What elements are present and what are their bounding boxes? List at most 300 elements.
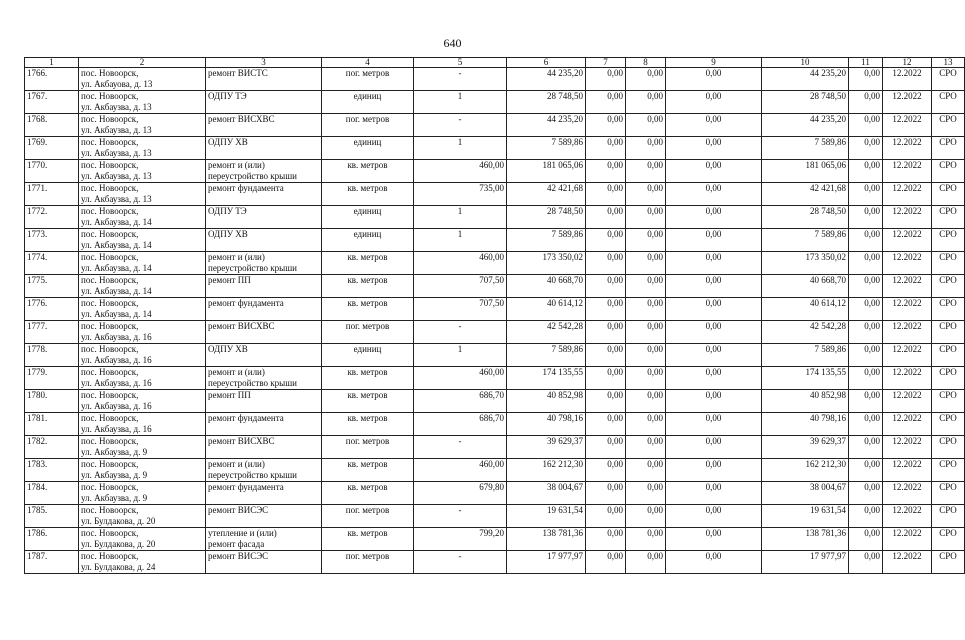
row-number: 1767. [25,91,79,114]
address-line: ул. Акбаузва, д. 16 [81,378,152,388]
funding-type-cell: СРО [932,252,965,275]
cost-cell: 173 350,02 [507,252,586,275]
unit-cell: кв. метров [322,183,414,206]
amount-col8-cell: 0,00 [626,252,666,275]
row-number: 1771. [25,183,79,206]
address-line: пос. Новоорск, [81,275,139,285]
address-line: пос. Новоорск, [81,252,139,262]
total-cell: 7 589,86 [762,229,849,252]
total-cell: 138 781,36 [762,528,849,551]
address-cell [79,390,206,413]
amount-col7-cell: 0,00 [586,436,626,459]
column-header-9: 9 [666,58,762,68]
cost-cell: 40 668,70 [507,275,586,298]
amount-col7-cell: 0,00 [586,137,626,160]
volume-cell: - [414,114,507,137]
address-cell [79,505,206,528]
completion-date-cell: 12.2022 [883,298,932,321]
address-line: пос. Новоорск, [81,505,139,515]
row-number: 1786. [25,528,79,551]
row-number: 1773. [25,229,79,252]
address-line: пос. Новоорск, [81,528,139,538]
volume-cell: 1 [414,229,507,252]
table-row [25,229,965,252]
completion-date-cell: 12.2022 [883,229,932,252]
address-line: ул. Акбаузва, д. 16 [81,355,152,365]
completion-date-cell: 12.2022 [883,459,932,482]
amount-col9-cell: 0,00 [666,91,762,114]
amount-col8-cell: 0,00 [626,505,666,528]
work-type-line: ремонт фундамента [208,183,284,193]
row-number: 1778. [25,344,79,367]
cost-cell: 17 977,97 [507,551,586,574]
work-type-line: ремонт ВИСХВС [208,321,275,331]
amount-col8-cell: 0,00 [626,206,666,229]
amount-col7-cell: 0,00 [586,528,626,551]
address-line: ул. Акбаузва, д. 14 [81,263,152,273]
funding-type-cell: СРО [932,68,965,91]
address-line: ул. Акбауова, д. 13 [81,79,153,89]
row-number: 1779. [25,367,79,390]
column-header-12: 12 [883,58,932,68]
amount-col11-cell: 0,00 [849,114,883,137]
unit-cell: пог. метров [322,551,414,574]
amount-col7-cell: 0,00 [586,160,626,183]
row-number: 1781. [25,413,79,436]
unit-cell: кв. метров [322,459,414,482]
column-header-11: 11 [849,58,883,68]
amount-col8-cell: 0,00 [626,321,666,344]
amount-col11-cell: 0,00 [849,91,883,114]
funding-type-cell: СРО [932,183,965,206]
address-line: ул. Акбаузва, д. 16 [81,401,152,411]
table-row [25,183,965,206]
row-number: 1776. [25,298,79,321]
funding-type-cell: СРО [932,229,965,252]
work-type-cell [206,137,322,160]
address-cell [79,551,206,574]
volume-cell: 707,50 [414,275,507,298]
completion-date-cell: 12.2022 [883,252,932,275]
volume-cell: - [414,436,507,459]
amount-col7-cell: 0,00 [586,413,626,436]
table-row [25,505,965,528]
work-type-cell [206,91,322,114]
total-cell: 40 852,98 [762,390,849,413]
work-type-cell [206,183,322,206]
address-cell [79,459,206,482]
funding-type-cell: СРО [932,321,965,344]
address-line: ул. Акбаузва, д. 13 [81,102,152,112]
amount-col9-cell: 0,00 [666,298,762,321]
amount-col7-cell: 0,00 [586,68,626,91]
amount-col11-cell: 0,00 [849,367,883,390]
row-number: 1782. [25,436,79,459]
row-number: 1784. [25,482,79,505]
unit-cell: кв. метров [322,160,414,183]
address-line: ул. Акбаузва, д. 9 [81,493,148,503]
work-type-cell [206,321,322,344]
table-row [25,91,965,114]
table-row [25,436,965,459]
total-cell: 28 748,50 [762,91,849,114]
table-row [25,298,965,321]
amount-col7-cell: 0,00 [586,344,626,367]
completion-date-cell: 12.2022 [883,367,932,390]
table-row [25,367,965,390]
work-type-cell [206,528,322,551]
amount-col9-cell: 0,00 [666,528,762,551]
unit-cell: кв. метров [322,298,414,321]
row-number: 1787. [25,551,79,574]
work-type-line: переустройство крыши [208,378,297,388]
amount-col8-cell: 0,00 [626,367,666,390]
address-line: пос. Новоорск, [81,183,139,193]
address-cell [79,206,206,229]
column-header-7: 7 [586,58,626,68]
volume-cell: 735,00 [414,183,507,206]
amount-col11-cell: 0,00 [849,160,883,183]
work-type-line: ремонт и (или) [208,459,265,469]
work-type-cell [206,344,322,367]
cost-cell: 7 589,86 [507,344,586,367]
amount-col11-cell: 0,00 [849,321,883,344]
funding-type-cell: СРО [932,505,965,528]
cost-cell: 42 421,68 [507,183,586,206]
address-cell [79,183,206,206]
amount-col9-cell: 0,00 [666,321,762,344]
column-header-2: 2 [79,58,206,68]
amount-col8-cell: 0,00 [626,482,666,505]
column-header-5: 5 [414,58,507,68]
total-cell: 42 542,28 [762,321,849,344]
address-line: пос. Новоорск, [81,367,139,377]
work-type-line: переустройство крыши [208,171,297,181]
completion-date-cell: 12.2022 [883,114,932,137]
address-cell [79,528,206,551]
work-type-cell [206,551,322,574]
cost-cell: 28 748,50 [507,91,586,114]
amount-col11-cell: 0,00 [849,344,883,367]
completion-date-cell: 12.2022 [883,275,932,298]
address-line: пос. Новоорск, [81,344,139,354]
address-line: ул. Акбаузва, д. 13 [81,171,152,181]
work-type-line: ОДПУ ХВ [208,344,248,354]
unit-cell: кв. метров [322,413,414,436]
work-type-line: ремонт ВИСЭС [208,551,269,561]
amount-col8-cell: 0,00 [626,160,666,183]
unit-cell: кв. метров [322,252,414,275]
total-cell: 7 589,86 [762,137,849,160]
cost-cell: 44 235,20 [507,68,586,91]
page-number: 640 [443,36,462,50]
row-number: 1780. [25,390,79,413]
work-type-line: переустройство крыши [208,263,297,273]
cost-cell: 138 781,36 [507,528,586,551]
total-cell: 39 629,37 [762,436,849,459]
amount-col7-cell: 0,00 [586,459,626,482]
row-number: 1775. [25,275,79,298]
unit-cell: единиц [322,206,414,229]
amount-col8-cell: 0,00 [626,459,666,482]
address-line: ул. Акбаузва, д. 14 [81,286,152,296]
cost-cell: 39 629,37 [507,436,586,459]
funding-type-cell: СРО [932,482,965,505]
amount-col7-cell: 0,00 [586,183,626,206]
address-line: пос. Новоорск, [81,206,139,216]
work-type-cell [206,482,322,505]
cost-cell: 44 235,20 [507,114,586,137]
cost-cell: 162 212,30 [507,459,586,482]
address-cell [79,413,206,436]
amount-col7-cell: 0,00 [586,367,626,390]
address-cell [79,252,206,275]
cost-cell: 7 589,86 [507,137,586,160]
cost-cell: 40 852,98 [507,390,586,413]
work-type-line: ремонт и (или) [208,160,265,170]
amount-col9-cell: 0,00 [666,551,762,574]
work-type-line: переустройство крыши [208,470,297,480]
total-cell: 173 350,02 [762,252,849,275]
amount-col7-cell: 0,00 [586,229,626,252]
table-row [25,114,965,137]
funding-type-cell: СРО [932,275,965,298]
completion-date-cell: 12.2022 [883,482,932,505]
address-cell [79,114,206,137]
table-row [25,413,965,436]
funding-type-cell: СРО [932,206,965,229]
volume-cell: - [414,68,507,91]
completion-date-cell: 12.2022 [883,413,932,436]
work-type-cell [206,298,322,321]
work-type-cell [206,229,322,252]
address-cell [79,229,206,252]
completion-date-cell: 12.2022 [883,183,932,206]
amount-col9-cell: 0,00 [666,505,762,528]
amount-col9-cell: 0,00 [666,183,762,206]
address-line: ул. Акбаузва, д. 16 [81,332,152,342]
volume-cell: 460,00 [414,459,507,482]
volume-cell: 799,20 [414,528,507,551]
column-header-13: 13 [932,58,965,68]
volume-cell: 707,50 [414,298,507,321]
work-type-cell [206,68,322,91]
table-row [25,344,965,367]
amount-col8-cell: 0,00 [626,344,666,367]
address-line: пос. Новоорск, [81,390,139,400]
address-cell [79,321,206,344]
total-cell: 42 421,68 [762,183,849,206]
cost-cell: 28 748,50 [507,206,586,229]
completion-date-cell: 12.2022 [883,160,932,183]
address-line: пос. Новоорск, [81,482,139,492]
completion-date-cell: 12.2022 [883,551,932,574]
amount-col11-cell: 0,00 [849,390,883,413]
completion-date-cell: 12.2022 [883,528,932,551]
total-cell: 44 235,20 [762,114,849,137]
amount-col7-cell: 0,00 [586,252,626,275]
row-number: 1766. [25,68,79,91]
volume-cell: 460,00 [414,160,507,183]
amount-col8-cell: 0,00 [626,413,666,436]
column-header-4: 4 [322,58,414,68]
amount-col11-cell: 0,00 [849,505,883,528]
address-line: ул. Акбаузва, д. 13 [81,194,152,204]
work-type-line: ремонт ВИСЭС [208,505,269,515]
total-cell: 181 065,06 [762,160,849,183]
address-line: ул. Акбаузва, д. 13 [81,125,152,135]
column-header-8: 8 [626,58,666,68]
row-number: 1774. [25,252,79,275]
amount-col11-cell: 0,00 [849,252,883,275]
amount-col8-cell: 0,00 [626,298,666,321]
amount-col11-cell: 0,00 [849,68,883,91]
volume-cell: - [414,321,507,344]
address-line: пос. Новоорск, [81,413,139,423]
amount-col9-cell: 0,00 [666,275,762,298]
work-type-cell [206,206,322,229]
registry-table [24,57,965,574]
amount-col9-cell: 0,00 [666,344,762,367]
address-cell [79,275,206,298]
total-cell: 174 135,55 [762,367,849,390]
amount-col8-cell: 0,00 [626,68,666,91]
work-type-line: утепление и (или) [208,528,277,538]
address-line: ул. Булдакова, д. 24 [81,562,156,572]
funding-type-cell: СРО [932,114,965,137]
funding-type-cell: СРО [932,91,965,114]
amount-col7-cell: 0,00 [586,91,626,114]
row-number: 1777. [25,321,79,344]
amount-col9-cell: 0,00 [666,459,762,482]
volume-cell: 1 [414,91,507,114]
work-type-cell [206,160,322,183]
address-cell [79,436,206,459]
table-row [25,390,965,413]
address-line: ул. Акбаузва, д. 16 [81,424,152,434]
amount-col11-cell: 0,00 [849,436,883,459]
work-type-cell [206,505,322,528]
address-line: пос. Новоорск, [81,459,139,469]
amount-col7-cell: 0,00 [586,482,626,505]
cost-cell: 181 065,06 [507,160,586,183]
work-type-line: ремонт и (или) [208,252,265,262]
cost-cell: 174 135,55 [507,367,586,390]
work-type-line: ОДПУ ХВ [208,137,248,147]
address-line: пос. Новоорск, [81,91,139,101]
total-cell: 28 748,50 [762,206,849,229]
amount-col11-cell: 0,00 [849,528,883,551]
amount-col7-cell: 0,00 [586,206,626,229]
address-cell [79,137,206,160]
work-type-line: ОДПУ ТЭ [208,206,247,216]
amount-col9-cell: 0,00 [666,206,762,229]
unit-cell: единиц [322,91,414,114]
table-row [25,482,965,505]
table-body [25,68,965,574]
column-header-1: 1 [25,58,79,68]
address-line: ул. Акбаузва, д. 14 [81,309,152,319]
address-line: пос. Новоорск, [81,551,139,561]
cost-cell: 19 631,54 [507,505,586,528]
table-row [25,68,965,91]
volume-cell: 1 [414,206,507,229]
work-type-line: ремонт ВИСХВС [208,114,275,124]
address-line: ул. Акбаузва, д. 9 [81,447,148,457]
column-header-3: 3 [206,58,322,68]
completion-date-cell: 12.2022 [883,436,932,459]
work-type-line: ремонт ВИСХВС [208,436,275,446]
completion-date-cell: 12.2022 [883,68,932,91]
unit-cell: пог. метров [322,68,414,91]
total-cell: 7 589,86 [762,344,849,367]
unit-cell: кв. метров [322,482,414,505]
amount-col11-cell: 0,00 [849,137,883,160]
unit-cell: кв. метров [322,275,414,298]
total-cell: 40 668,70 [762,275,849,298]
volume-cell: 1 [414,137,507,160]
amount-col7-cell: 0,00 [586,114,626,137]
amount-col7-cell: 0,00 [586,321,626,344]
completion-date-cell: 12.2022 [883,321,932,344]
volume-cell: 460,00 [414,367,507,390]
unit-cell: пог. метров [322,505,414,528]
table-row [25,551,965,574]
address-line: ул. Акбаузва, д. 13 [81,148,152,158]
amount-col9-cell: 0,00 [666,137,762,160]
amount-col9-cell: 0,00 [666,160,762,183]
row-number: 1769. [25,137,79,160]
work-type-cell [206,436,322,459]
amount-col8-cell: 0,00 [626,229,666,252]
address-line: ул. Булдакова, д. 20 [81,516,156,526]
funding-type-cell: СРО [932,367,965,390]
address-line: пос. Новоорск, [81,114,139,124]
amount-col7-cell: 0,00 [586,275,626,298]
address-cell [79,160,206,183]
volume-cell: - [414,505,507,528]
completion-date-cell: 12.2022 [883,344,932,367]
volume-cell: 460,00 [414,252,507,275]
table-row [25,321,965,344]
row-number: 1772. [25,206,79,229]
work-type-line: ремонт фундамента [208,298,284,308]
amount-col11-cell: 0,00 [849,482,883,505]
work-type-line: ОДПУ ХВ [208,229,248,239]
total-cell: 17 977,97 [762,551,849,574]
work-type-line: ОДПУ ТЭ [208,91,247,101]
address-cell [79,367,206,390]
row-number: 1768. [25,114,79,137]
unit-cell: пог. метров [322,321,414,344]
amount-col9-cell: 0,00 [666,252,762,275]
cost-cell: 38 004,67 [507,482,586,505]
total-cell: 162 212,30 [762,459,849,482]
volume-cell: 686,70 [414,413,507,436]
table-row [25,160,965,183]
address-cell [79,482,206,505]
amount-col9-cell: 0,00 [666,436,762,459]
amount-col8-cell: 0,00 [626,91,666,114]
completion-date-cell: 12.2022 [883,505,932,528]
amount-col9-cell: 0,00 [666,413,762,436]
amount-col11-cell: 0,00 [849,206,883,229]
row-number: 1783. [25,459,79,482]
amount-col9-cell: 0,00 [666,114,762,137]
amount-col8-cell: 0,00 [626,114,666,137]
funding-type-cell: СРО [932,344,965,367]
work-type-line: ремонт и (или) [208,367,265,377]
